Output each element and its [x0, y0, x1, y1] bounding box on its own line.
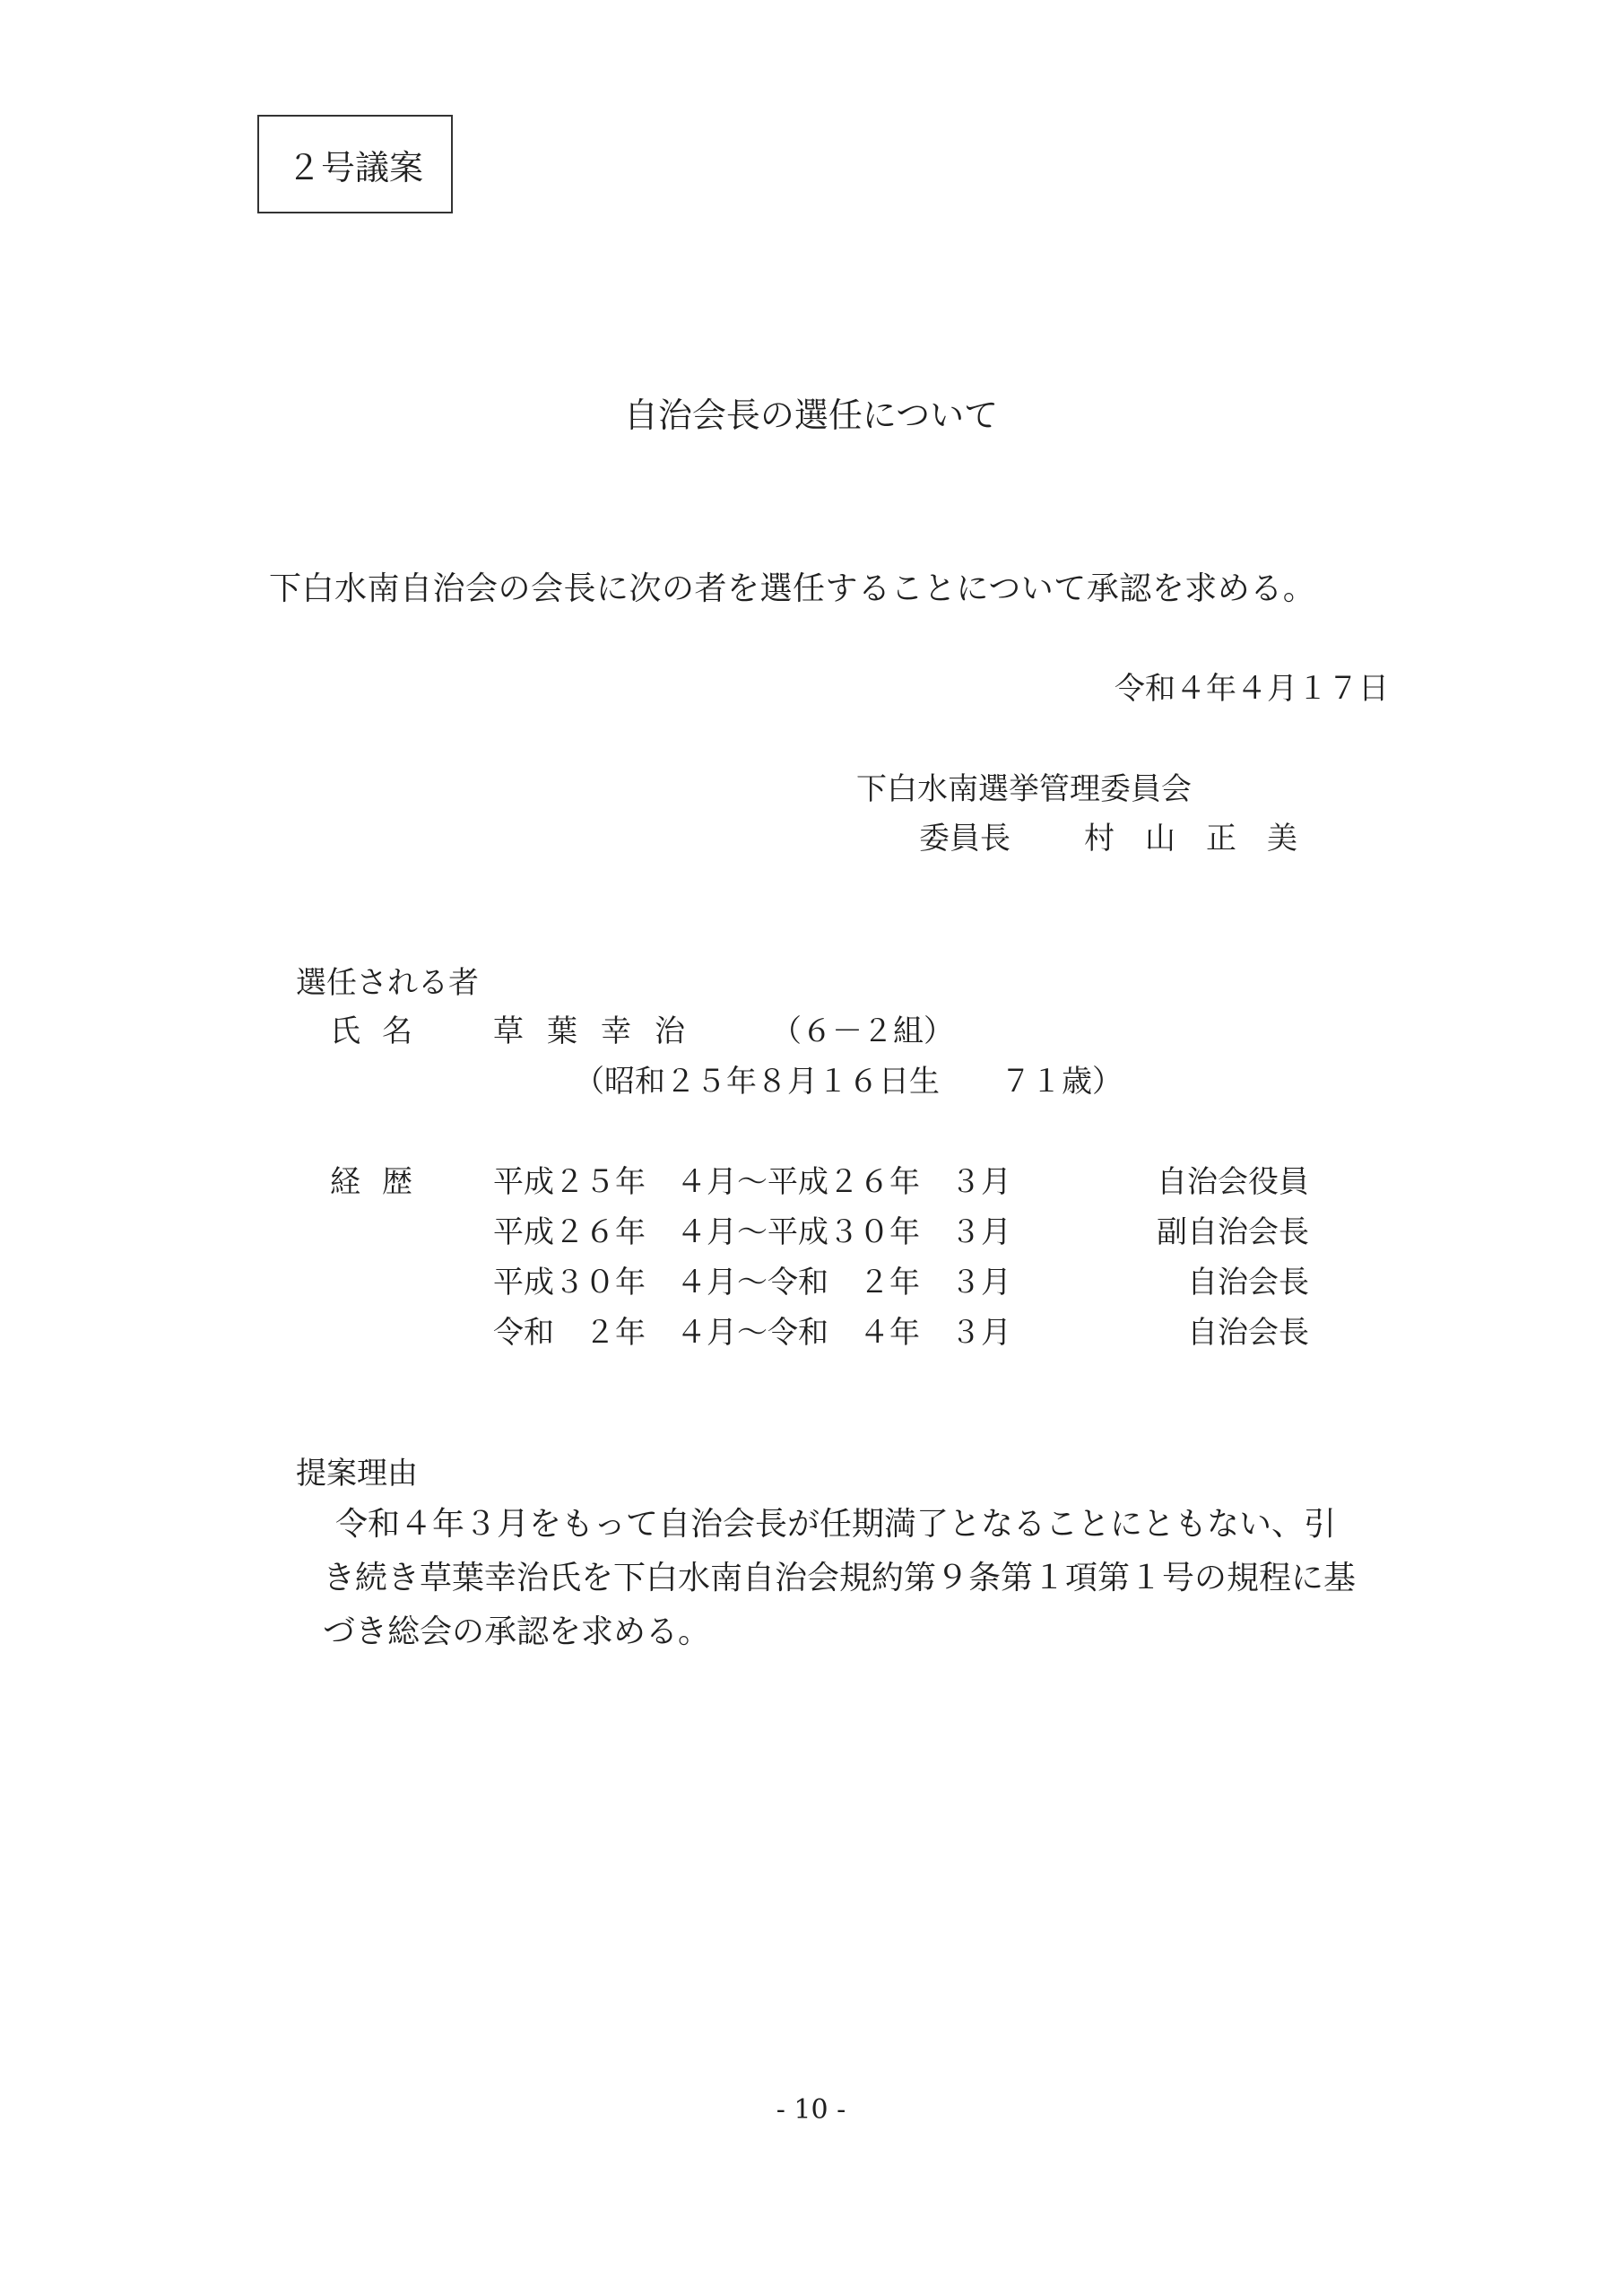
- reason-line: づき総会の承認を求める。: [323, 1613, 711, 1650]
- chair-name: 村 山 正 美: [1084, 821, 1297, 857]
- career-role: 自治会役員: [1157, 1164, 1309, 1200]
- career-role: 自治会長: [1187, 1265, 1309, 1300]
- candidate-group: （６－２組）: [771, 1013, 954, 1049]
- proposal-number-box: [257, 115, 453, 213]
- candidate-birth: （昭和２５年８月１６日生 ７１歳）: [574, 1064, 1123, 1100]
- career-label: 経歴: [330, 1164, 434, 1200]
- committee-chair: [919, 813, 1297, 857]
- career-period: 平成３０年 ４月～令和 ２年 ３月: [493, 1265, 1011, 1300]
- reason-line: 令和４年３月をもって自治会長が任期満了となることにともない、引: [335, 1506, 1337, 1543]
- career-role: 副自治会長: [1157, 1214, 1309, 1250]
- document-title: 自治会長の選任について: [623, 396, 999, 435]
- career-period: 平成２５年 ４月～平成２６年 ３月: [493, 1164, 1011, 1200]
- career-period: 平成２６年 ４月～平成３０年 ３月: [493, 1214, 1011, 1250]
- candidate-name: 草葉幸治: [493, 1013, 708, 1049]
- intro-text: 下白水南自治会の会長に次の者を選任することについて承認を求める。: [269, 570, 1316, 607]
- reason-line: き続き草葉幸治氏を下白水南自治会規約第９条第１項第１号の規程に基: [323, 1560, 1357, 1596]
- reason-text: [323, 1498, 1381, 1659]
- career-role: 自治会長: [1187, 1315, 1309, 1351]
- proposal-number: ２号議案: [286, 147, 423, 187]
- candidate-heading: 選任される者: [296, 965, 479, 1001]
- document-date: 令和４年４月１７日: [1115, 671, 1389, 707]
- chair-title: 委員長: [919, 821, 1010, 857]
- committee-name: 下白水南選挙管理委員会: [856, 771, 1192, 807]
- career-period: 令和 ２年 ４月～令和 ４年 ３月: [493, 1315, 1011, 1351]
- name-label: 氏名: [330, 1013, 434, 1049]
- reason-heading: 提案理由: [296, 1456, 418, 1492]
- page-number: - 10 -: [776, 2094, 846, 2126]
